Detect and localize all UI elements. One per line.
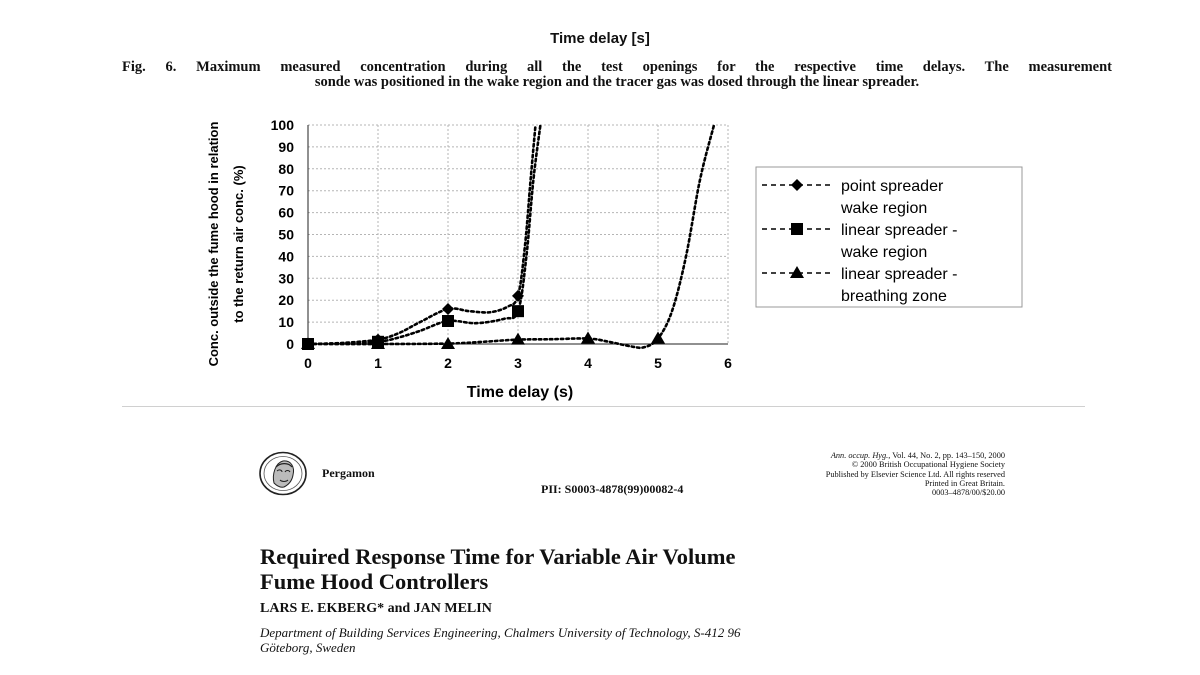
- journal-citation: [705, 451, 1005, 460]
- journal-volume-info: , Vol. 44, No. 2, pp. 143–150, 2000: [888, 451, 1005, 460]
- data-point-triangle: [651, 332, 665, 344]
- paper-title: [260, 544, 735, 594]
- x-tick-label: 3: [514, 355, 522, 371]
- y-tick-label: 80: [278, 160, 294, 177]
- series-diamond: [302, 125, 536, 350]
- legend-label-line-1: linear spreader -: [841, 266, 958, 283]
- y-tick-label: 0: [286, 336, 294, 352]
- legend-marker-square: [791, 223, 803, 235]
- publisher-name: Pergamon: [322, 466, 375, 480]
- legend-label-line-1: point spreader: [841, 178, 944, 195]
- data-point-square: [512, 305, 524, 317]
- y-tick-label: 40: [278, 248, 294, 265]
- series-triangle: [301, 125, 714, 349]
- concentration-line-chart: [196, 112, 1056, 402]
- paper-authors: LARS E. EKBERG* and JAN MELIN: [260, 601, 492, 616]
- figure-caption: [122, 60, 1112, 90]
- publisher-line: Published by Elsevier Science Ltd. All rights reserved: [825, 469, 1005, 479]
- series-square: [302, 125, 540, 350]
- affiliation-line-1: Department of Building Services Engineering, Chalmers University of Technology, S-412 96: [260, 625, 741, 640]
- y-axis-label-line-2: to the return air conc. (%): [231, 165, 246, 323]
- journal-reference: [705, 451, 1005, 497]
- previous-figure-axis-label: Time delay [s]: [550, 30, 650, 47]
- y-tick-label: 30: [278, 270, 294, 287]
- data-point-square: [442, 315, 454, 327]
- printed-in-line: Printed in Great Britain.: [924, 478, 1005, 488]
- x-tick-label: 0: [304, 355, 312, 371]
- x-tick-label: 5: [654, 355, 662, 371]
- legend-label-line-2: wake region: [841, 244, 928, 261]
- copyright-line: © 2000 British Occupational Hygiene Society: [851, 460, 1005, 470]
- chart-ticks: [271, 117, 732, 371]
- pergamon-logo: [258, 451, 308, 496]
- affiliation-line-2: Göteborg, Sweden: [260, 640, 356, 655]
- figure-caption-line-2: sonde was positioned in the wake region and the tracer gas was dosed through the linear spreader.: [314, 74, 920, 90]
- figure-caption-line-1: Fig. 6. Maximum measured concentration during all the test openings for the respective time delays. The measurement: [122, 59, 1112, 75]
- chart-series: [301, 125, 714, 350]
- x-tick-label: 1: [374, 355, 382, 371]
- legend-label-line-2: wake region: [841, 200, 928, 217]
- author-affiliation: [260, 625, 980, 655]
- y-tick-label: 100: [270, 117, 294, 133]
- series-line: [308, 125, 714, 348]
- data-point-diamond: [442, 303, 454, 315]
- x-tick-label: 2: [444, 355, 452, 371]
- legend-label-line-1: linear spreader -: [841, 222, 958, 239]
- y-tick-label: 10: [278, 314, 294, 331]
- x-axis-label: Time delay (s): [466, 384, 574, 401]
- y-tick-label: 70: [278, 182, 294, 199]
- y-axis-label-line-1: Conc. outside the fume hood in relation: [206, 121, 221, 367]
- section-divider: [122, 406, 1085, 407]
- journal-name: Ann. occup. Hyg.: [830, 451, 889, 460]
- x-tick-label: 4: [584, 355, 592, 371]
- y-tick-label: 50: [278, 226, 294, 243]
- paper-title-line-1: Required Response Time for Variable Air Volume: [260, 544, 736, 569]
- chart-legend: [756, 167, 1022, 307]
- paper-title-line-2: Fume Hood Controllers: [260, 569, 489, 594]
- x-tick-label: 6: [724, 355, 732, 371]
- issn-line: 0003–4878/00/$20.00: [931, 488, 1005, 498]
- y-tick-label: 60: [278, 204, 294, 221]
- legend-label-line-2: breathing zone: [841, 288, 947, 305]
- y-tick-label: 90: [278, 138, 294, 155]
- y-tick-label: 20: [278, 292, 294, 309]
- pii-code: PII: S0003-4878(99)00082-4: [541, 482, 684, 496]
